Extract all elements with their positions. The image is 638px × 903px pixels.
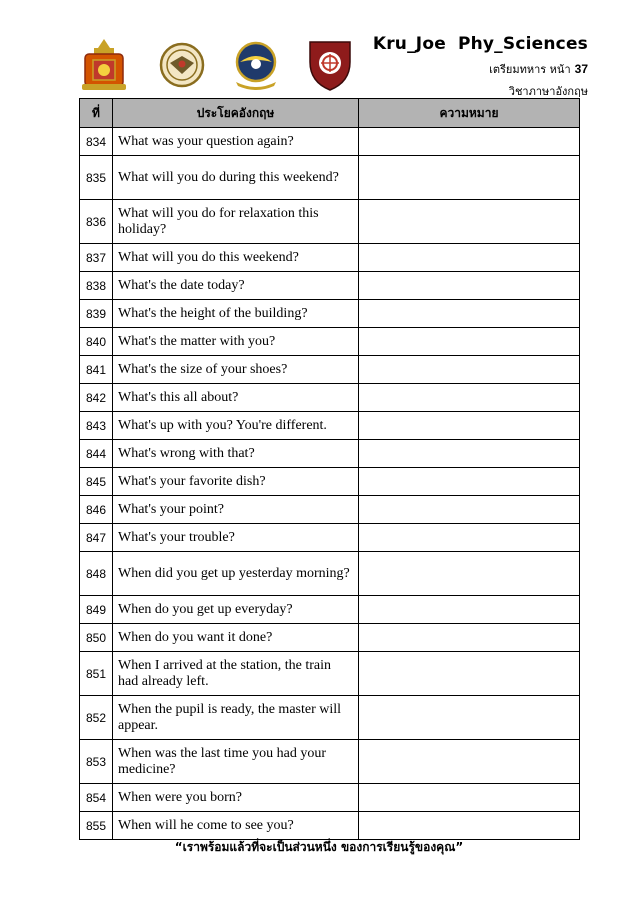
table-row [80,812,580,840]
english-sentence: What's the height of the building? [113,300,359,328]
table-row [80,328,580,356]
english-sentence: When will he come to see you? [113,812,359,840]
english-sentence: What's wrong with that? [113,440,359,468]
english-sentence: What's this all about? [113,384,359,412]
meaning-cell [359,244,580,272]
english-sentence: What's the matter with you? [113,328,359,356]
meaning-cell [359,784,580,812]
row-number: 843 [80,412,113,440]
meaning-cell [359,652,580,696]
meaning-cell [359,624,580,652]
table-row [80,552,580,596]
meaning-cell [359,524,580,552]
academy-seal-emblem-icon [158,38,206,92]
meaning-cell [359,128,580,156]
column-header-sentence: ประโยคอังกฤษ [113,99,359,128]
english-sentence: When I arrived at the station, the train had already left. [113,652,359,696]
meaning-cell [359,384,580,412]
row-number: 847 [80,524,113,552]
table-row [80,156,580,200]
page-number: 37 [574,62,588,76]
row-number: 855 [80,812,113,840]
table-row [80,740,580,784]
english-sentence: What's the date today? [113,272,359,300]
footer-quote: “เราพร้อมแล้วที่จะเป็นส่วนหนึ่ง ของการเรียนรู้ของคุณ” [174,840,464,854]
table-row [80,272,580,300]
table-row [80,624,580,652]
row-number: 842 [80,384,113,412]
row-number: 839 [80,300,113,328]
row-number: 852 [80,696,113,740]
meaning-cell [359,356,580,384]
row-number: 849 [80,596,113,624]
english-sentence: When do you get up everyday? [113,596,359,624]
row-number: 853 [80,740,113,784]
row-number: 845 [80,468,113,496]
meaning-cell [359,412,580,440]
meaning-cell [359,300,580,328]
row-number: 854 [80,784,113,812]
row-number: 850 [80,624,113,652]
english-sentence: When do you want it done? [113,624,359,652]
page-info [361,60,588,78]
english-sentence: What's your favorite dish? [113,468,359,496]
english-sentence: What's your trouble? [113,524,359,552]
air-force-winged-emblem-icon [232,38,280,92]
table-row [80,356,580,384]
page-header [361,34,588,100]
table-row [80,652,580,696]
table-row [80,468,580,496]
row-number: 836 [80,200,113,244]
english-sentence: When were you born? [113,784,359,812]
english-sentence: When the pupil is ready, the master will appear. [113,696,359,740]
meaning-cell [359,596,580,624]
english-sentence: What will you do for relaxation this holiday? [113,200,359,244]
table-row [80,696,580,740]
table-row [80,128,580,156]
column-header-number: ที่ [80,99,113,128]
english-sentence: What's the size of your shoes? [113,356,359,384]
row-number: 841 [80,356,113,384]
column-header-meaning: ความหมาย [359,99,580,128]
table-row [80,596,580,624]
table-row [80,496,580,524]
table-row [80,412,580,440]
table-row [80,384,580,412]
row-number: 835 [80,156,113,200]
english-sentence: When did you get up yesterday morning? [113,552,359,596]
table-header-row [80,99,580,128]
table-row [80,440,580,468]
meaning-cell [359,200,580,244]
course-name: วิชาภาษาอังกฤษ [508,85,588,98]
row-number: 851 [80,652,113,696]
row-number: 834 [80,128,113,156]
english-sentence: What will you do during this weekend? [113,156,359,200]
royal-crest-emblem-icon [80,38,128,92]
meaning-cell [359,272,580,300]
subject-name: Phy_Sciences [457,34,588,54]
english-sentence: What will you do this weekend? [113,244,359,272]
row-number: 846 [80,496,113,524]
meaning-cell [359,468,580,496]
table-row [80,244,580,272]
meaning-cell [359,440,580,468]
table-row [80,300,580,328]
row-number: 840 [80,328,113,356]
vocabulary-table [79,98,580,840]
header-title [361,34,588,54]
shield-crest-emblem-icon [306,38,354,92]
english-sentence: What's up with you? You're different. [113,412,359,440]
meaning-cell [359,328,580,356]
row-number: 848 [80,552,113,596]
english-sentence: When was the last time you had your medicine? [113,740,359,784]
row-number: 837 [80,244,113,272]
english-sentence: What was your question again? [113,128,359,156]
meaning-cell [359,496,580,524]
table-row [80,784,580,812]
meaning-cell [359,696,580,740]
meaning-cell [359,812,580,840]
row-number: 838 [80,272,113,300]
meaning-cell [359,156,580,200]
meaning-cell [359,740,580,784]
english-sentence: What's your point? [113,496,359,524]
prep-label: เตรียมทหาร หน้า [489,63,571,76]
meaning-cell [359,552,580,596]
table-row [80,200,580,244]
row-number: 844 [80,440,113,468]
table-row [80,524,580,552]
author-name: Kru_Joe [372,34,446,54]
